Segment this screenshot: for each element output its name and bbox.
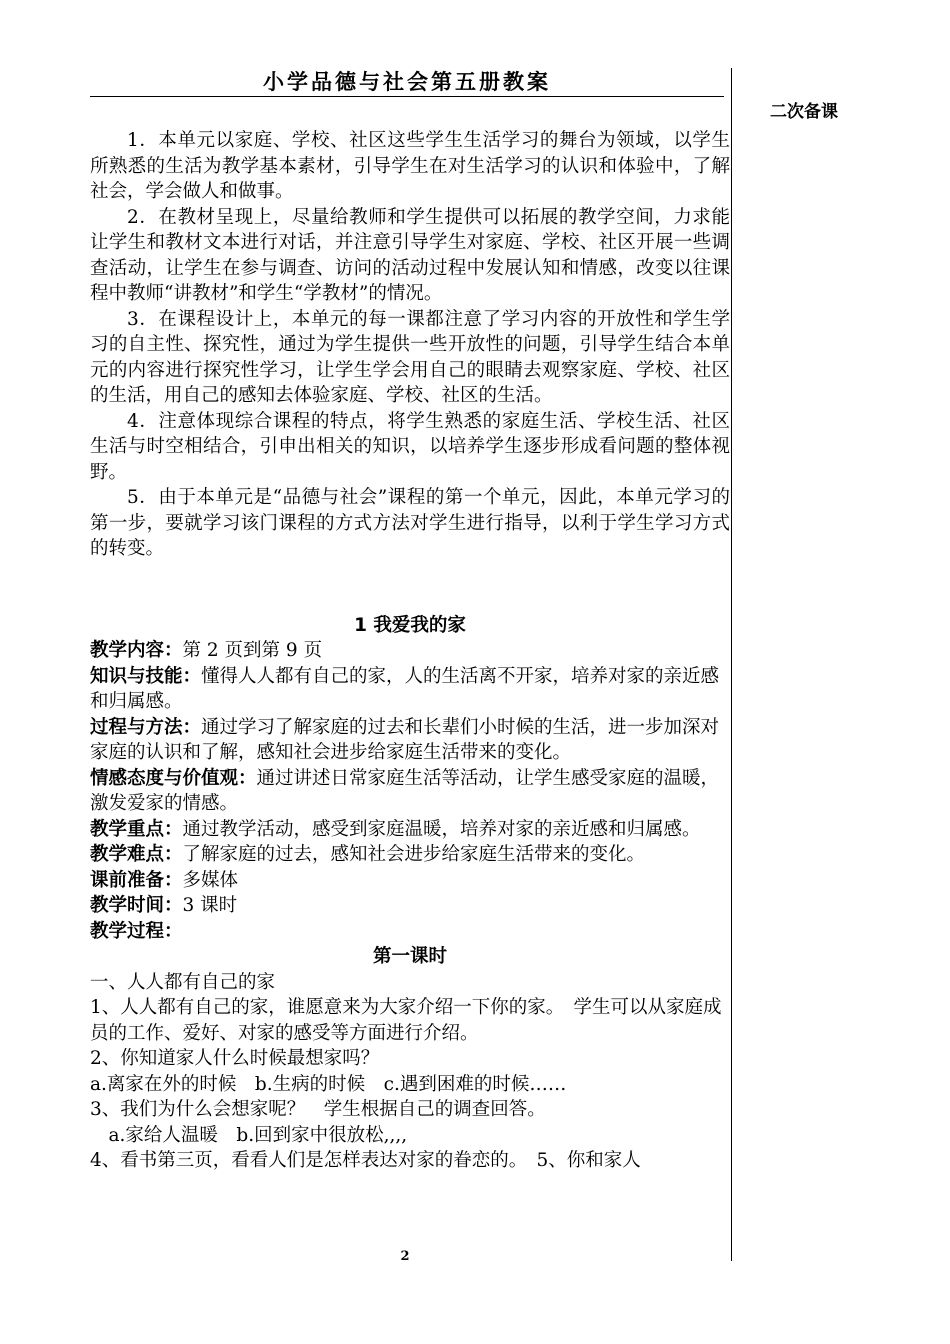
lesson-field-attitude	[90, 766, 730, 817]
field-label: 教学重点：	[90, 818, 183, 840]
field-label: 教学过程：	[90, 920, 183, 942]
field-value: 了解家庭的过去，感知社会进步给家庭生活带来的变化。	[182, 844, 646, 865]
period-title: 第一课时	[372, 946, 447, 967]
lesson-field-process	[90, 715, 730, 766]
field-label: 教学内容：	[90, 640, 183, 661]
body-line: 2、你知道家人什么时候最想家吗？	[90, 1048, 380, 1069]
field-label: 知识与技能：	[90, 665, 202, 687]
lesson-field-knowledge	[90, 664, 730, 715]
lesson-field-difficulty	[90, 842, 730, 868]
body-line: 4、看书第三页，看看人们是怎样表达对家的眷恋的。 5、你和家人	[90, 1150, 641, 1171]
lesson-field-process-heading	[90, 919, 730, 945]
unit-intro-paragraph: 2．在教材呈现上，尽量给教师和学生提供可以拓展的教学空间，力求能让学生和教材文本进行对话，并注意引导学生对家庭、学校、社区开展一些调查活动，让学生在参与调查、访问的活动过程中发展认知和情感，改变以往课程中教师“讲教材”和学生“学教材”的情况。	[90, 206, 730, 304]
secondary-prep-label: 二次备课	[770, 102, 838, 122]
field-value: 通过学习了解家庭的过去和长辈们小时候的生活，进一步加深对家庭的认识和了解，感知社会进步给家庭生活带来的变化。	[90, 716, 720, 763]
field-value: 通过讲述日常家庭生活等活动，让学生感受家庭的温暖，激发爱家的情感。	[90, 767, 720, 814]
field-label: 情感态度与价值观：	[90, 767, 257, 789]
field-value: 3 课时	[182, 895, 238, 916]
lesson-field-key-point	[90, 817, 730, 843]
document-body	[90, 128, 730, 1174]
body-line: 3、我们为什么会想家呢？ 学生根据自己的调查回答。	[90, 1099, 546, 1120]
lesson-field-content	[90, 638, 730, 664]
body-line: a.家给人温暖 b.回到家中很放松,,,,	[90, 1124, 408, 1146]
margin-divider-line	[731, 68, 732, 1261]
lesson-title: 1 我爱我的家	[354, 614, 466, 636]
field-value: 懂得人人都有自己的家，人的生活离不开家，培养对家的亲近感和归属感。	[90, 665, 720, 712]
field-label: 课前准备：	[90, 869, 183, 891]
body-line: 一、人人都有自己的家	[90, 971, 276, 993]
lesson-field-preparation	[90, 868, 730, 894]
body-line: a.离家在外的时候 b.生病的时候 c.遇到困难的时候……	[90, 1073, 567, 1095]
unit-intro-paragraph: 5．由于本单元是“品德与社会”课程的第一个单元，因此，本单元学习的第一步，要就学习该门课程的方式方法对学生进行指导，以利于学生学习方式的转变。	[90, 487, 730, 559]
unit-intro-paragraph: 4．注意体现综合课程的特点，将学生熟悉的家庭生活、学校生活、社区生活与时空相结合，引申出相关的知识，以培养学生逐步形成看问题的整体视野。	[90, 410, 730, 483]
body-line: 1、人人都有自己的家，谁愿意来为大家介绍一下你的家。 学生可以从家庭成员的工作、爱好、对家的感受等方面进行介绍。	[90, 997, 722, 1044]
section-gap	[90, 562, 730, 613]
field-label: 教学时间：	[90, 895, 183, 916]
field-label: 教学难点：	[90, 844, 183, 865]
field-value: 第 2 页到第 9 页	[182, 640, 323, 661]
field-value: 通过教学活动，感受到家庭温暖，培养对家的亲近感和归属感。	[182, 818, 701, 840]
unit-intro-paragraph: 3．在课程设计上，本单元的每一课都注意了学习内容的开放性和学生学习的自主性、探究性，通过为学生提供一些开放性的问题，引导学生结合本单元的内容进行探究性学习，让学生学会用自己的眼睛去观察家庭、学校、社区的生活，用自己的感知去体验家庭、学校、社区的生活。	[90, 308, 730, 406]
field-value: 多媒体	[182, 869, 239, 891]
page-header-title: 小学品德与社会第五册教案	[263, 69, 551, 94]
page-number: 2	[400, 1249, 410, 1264]
unit-intro-paragraph: 1．本单元以家庭、学校、社区这些学生生活学习的舞台为领域，以学生所熟悉的生活为教学基本素材，引导学生在对生活学习的认识和体验中，了解社会，学会做人和做事。	[90, 130, 730, 202]
header-rule	[90, 96, 724, 97]
field-label: 过程与方法：	[90, 716, 202, 738]
lesson-field-time	[90, 893, 730, 919]
